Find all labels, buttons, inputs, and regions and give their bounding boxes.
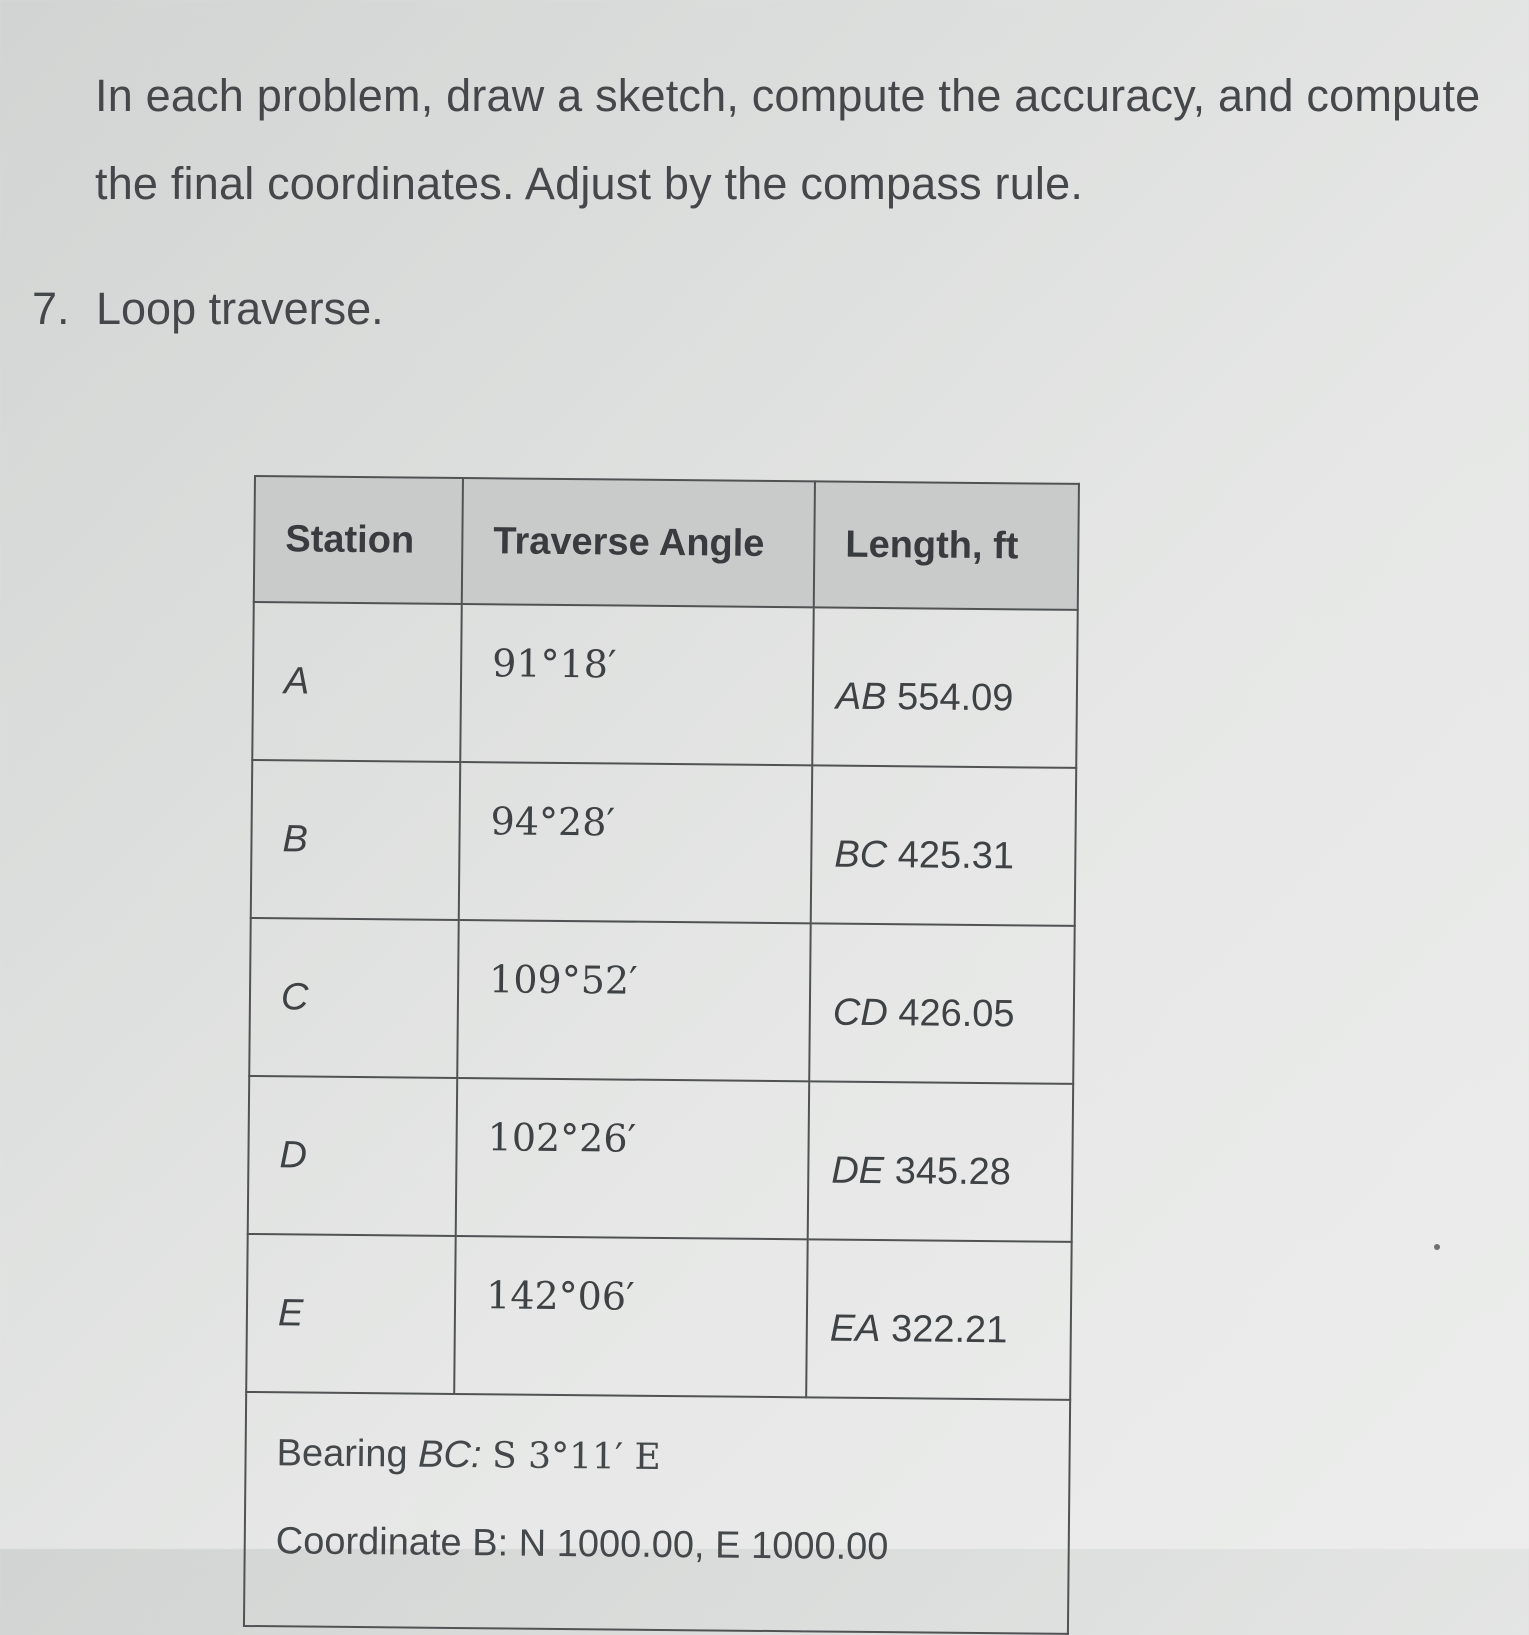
instructions-line-2: the final coordinates. Adjust by the compass rule. [95,158,1084,209]
header-length: Length, ft [814,481,1079,610]
bearing-label: Bearing [276,1432,408,1476]
length-value: 345.28 [894,1149,1012,1193]
length-value: 554.09 [896,675,1014,719]
length-cell [809,923,1075,1084]
length-cell [812,607,1078,768]
station-cell: B [251,760,461,920]
dust-speck [1434,1244,1440,1250]
station-cell: E [246,1234,456,1394]
angle-cell: 102°26′ [456,1078,810,1239]
table-footer-row [244,1392,1070,1634]
station-cell: A [252,602,462,762]
line-id: AB [835,675,887,718]
length-value: 425.31 [897,833,1015,877]
coordinate-value: N 1000.00, E 1000.00 [518,1522,889,1569]
traverse-table [243,475,1080,1635]
table-header-row [254,476,1079,610]
bearing-line [276,1423,1069,1519]
line-id: DE [831,1149,885,1192]
table-row [248,1076,1073,1242]
footer-cell [244,1392,1070,1634]
table-row [249,918,1074,1084]
length-value: 322.21 [890,1307,1008,1351]
station-cell: C [249,918,459,1078]
problem-title: Loop traverse. [96,283,384,334]
coordinate-line [275,1511,1068,1607]
length-cell [811,765,1077,926]
table-row [252,602,1077,768]
line-id: BC [834,833,888,876]
line-id: CD [832,991,888,1034]
length-value: 426.05 [898,991,1015,1035]
line-id: EA [829,1307,881,1350]
problem-heading [32,283,384,335]
length-cell [806,1239,1072,1400]
station-cell: D [248,1076,458,1236]
bearing-value: S 3°11′ E [491,1435,661,1478]
problem-number: 7. [32,283,70,334]
angle-cell: 91°18′ [460,604,814,765]
header-station: Station [254,476,463,604]
bearing-line-id: BC: [417,1433,482,1477]
header-traverse-angle: Traverse Angle [462,478,815,607]
angle-cell: 142°06′ [454,1236,808,1397]
angle-cell: 94°28′ [459,762,813,923]
table-row [251,760,1076,926]
angle-cell: 109°52′ [457,920,811,1081]
length-cell [808,1081,1074,1242]
table-row [246,1234,1071,1400]
instructions-text [95,52,1515,228]
instructions-line-1: In each problem, draw a sketch, compute the accuracy, and compute [95,70,1481,121]
coordinate-label: Coordinate B: [275,1520,509,1565]
